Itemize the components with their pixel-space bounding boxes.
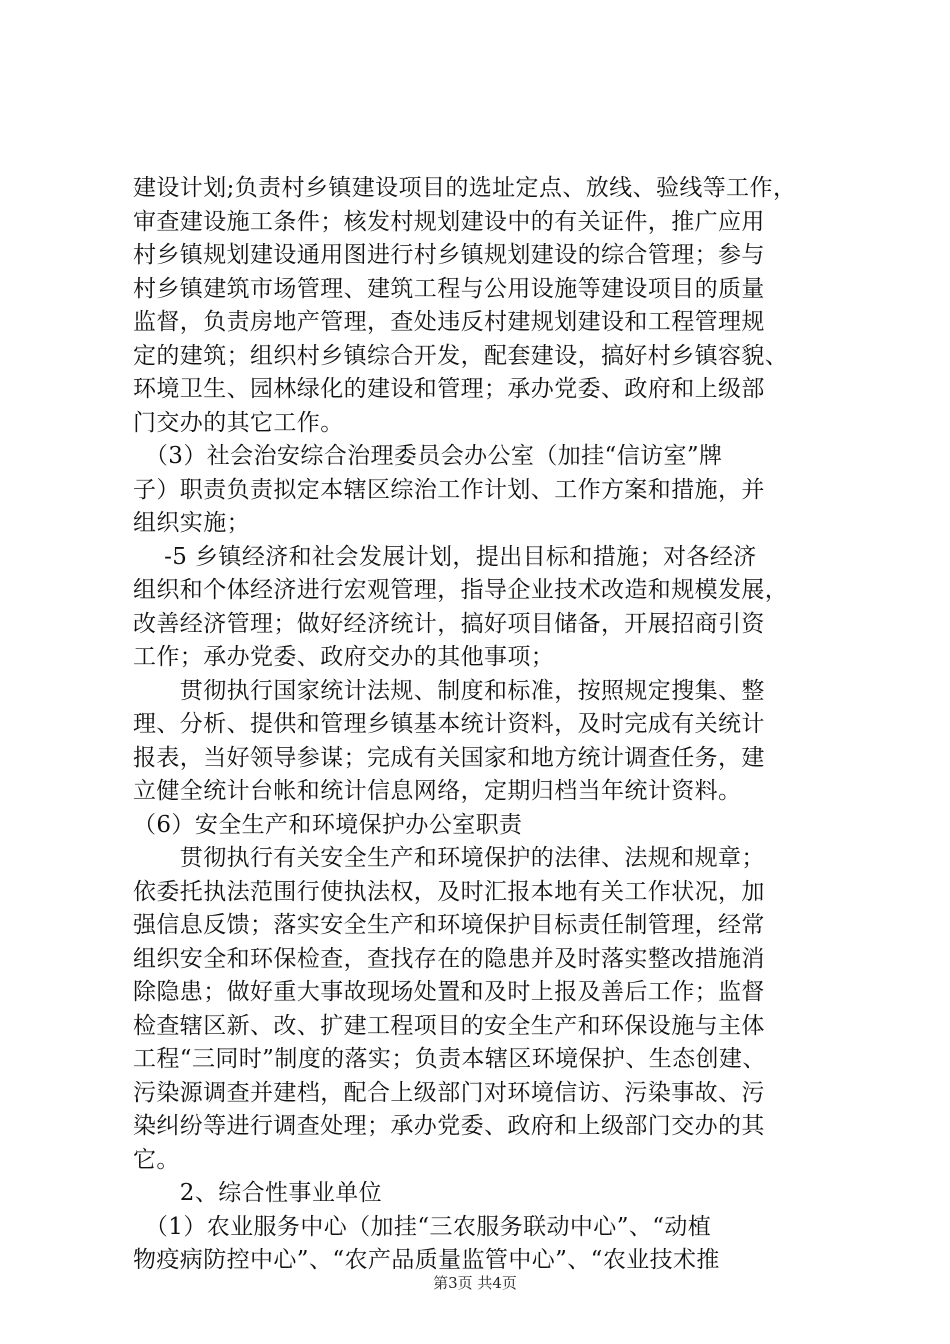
text-line: 贯彻执行国家统计法规、制度和标准，按照规定搜集、整 <box>133 677 765 704</box>
text-line: （1）农业服务中心（加挂“三农服务联动中心”、“动植 <box>133 1213 712 1240</box>
text-line: 环境卫生、园林绿化的建设和管理；承办党委、政府和上级部 <box>133 376 765 402</box>
text-line: 审查建设施工条件；核发村规划建设中的有关证件，推广应用 <box>133 208 765 235</box>
text-line: 村乡镇规划建设通用图进行村乡镇规划建设的综合管理；参与 <box>133 242 765 268</box>
text-line: 组织实施； <box>133 510 250 536</box>
text-line: 监督，负责房地产管理，查处违反村建规划建设和工程管理规 <box>133 309 765 335</box>
text-line: 依委托执法范围行使执法权，及时汇报本地有关工作状况，加 <box>133 878 765 905</box>
text-line: 村乡镇建筑市场管理、建筑工程与公用设施等建设项目的质量 <box>133 275 765 302</box>
text-line: 污染源调查并建档，配合上级部门对环境信访、污染事故、污 <box>133 1079 765 1106</box>
text-line: 改善经济管理；做好经济统计，搞好项目储备，开展招商引资 <box>133 610 765 637</box>
text-line: （6）安全生产和环境保护办公室职责 <box>133 811 523 838</box>
text-line: 理、分析、提供和管理乡镇基本统计资料，及时完成有关统计 <box>133 711 765 737</box>
page-number-footer: 第3页 共4页 <box>433 1274 517 1292</box>
text-line: 强信息反馈；落实安全生产和环境保护目标责任制管理，经常 <box>133 912 765 938</box>
text-line: 组织安全和环保检查，查找存在的隐患并及时落实整改措施消 <box>133 945 765 972</box>
text-line: （3）社会治安综合治理委员会办公室（加挂“信访室”牌 <box>133 443 723 469</box>
text-line: -5 乡镇经济和社会发展计划，提出目标和措施；对各经济 <box>133 543 757 570</box>
text-line: 染纠纷等进行调查处理；承办党委、政府和上级部门交办的其 <box>133 1113 765 1139</box>
text-line: 报表，当好领导参谋；完成有关国家和地方统计调查任务，建 <box>133 744 765 771</box>
text-line: 物疫病防控中心”、“农产品质量监管中心”、“农业技术推 <box>133 1247 720 1273</box>
text-line: 门交办的其它工作。 <box>133 409 344 436</box>
text-line: 检查辖区新、改、扩建工程项目的安全生产和环保设施与主体 <box>133 1012 765 1039</box>
text-line: 定的建筑；组织村乡镇综合开发，配套建设，搞好村乡镇容貌、 <box>133 342 789 369</box>
text-line: 除隐患；做好重大事故现场处置和及时上报及善后工作；监督 <box>133 979 765 1005</box>
text-line: 子）职责负责拟定本辖区综治工作计划、工作方案和措施，并 <box>133 476 765 503</box>
text-line: 立健全统计台帐和统计信息网络，定期归档当年统计资料。 <box>133 778 742 804</box>
body-text <box>133 172 833 1278</box>
text-line: 它。 <box>133 1146 180 1173</box>
text-line: 工作；承办党委、政府交办的其他事项； <box>133 644 555 670</box>
text-line: 贯彻执行有关安全生产和环境保护的法律、法规和规章； <box>133 845 765 871</box>
text-line: 工程“三同时”制度的落实；负责本辖区环境保护、生态创建、 <box>133 1046 766 1072</box>
text-line: 建设计划;负责村乡镇建设项目的选址定点、放线、验线等工作， <box>133 175 797 201</box>
text-line: 2、综合性事业单位 <box>133 1180 383 1206</box>
text-line: 组织和个体经济进行宏观管理，指导企业技术改造和规模发展， <box>133 577 789 603</box>
